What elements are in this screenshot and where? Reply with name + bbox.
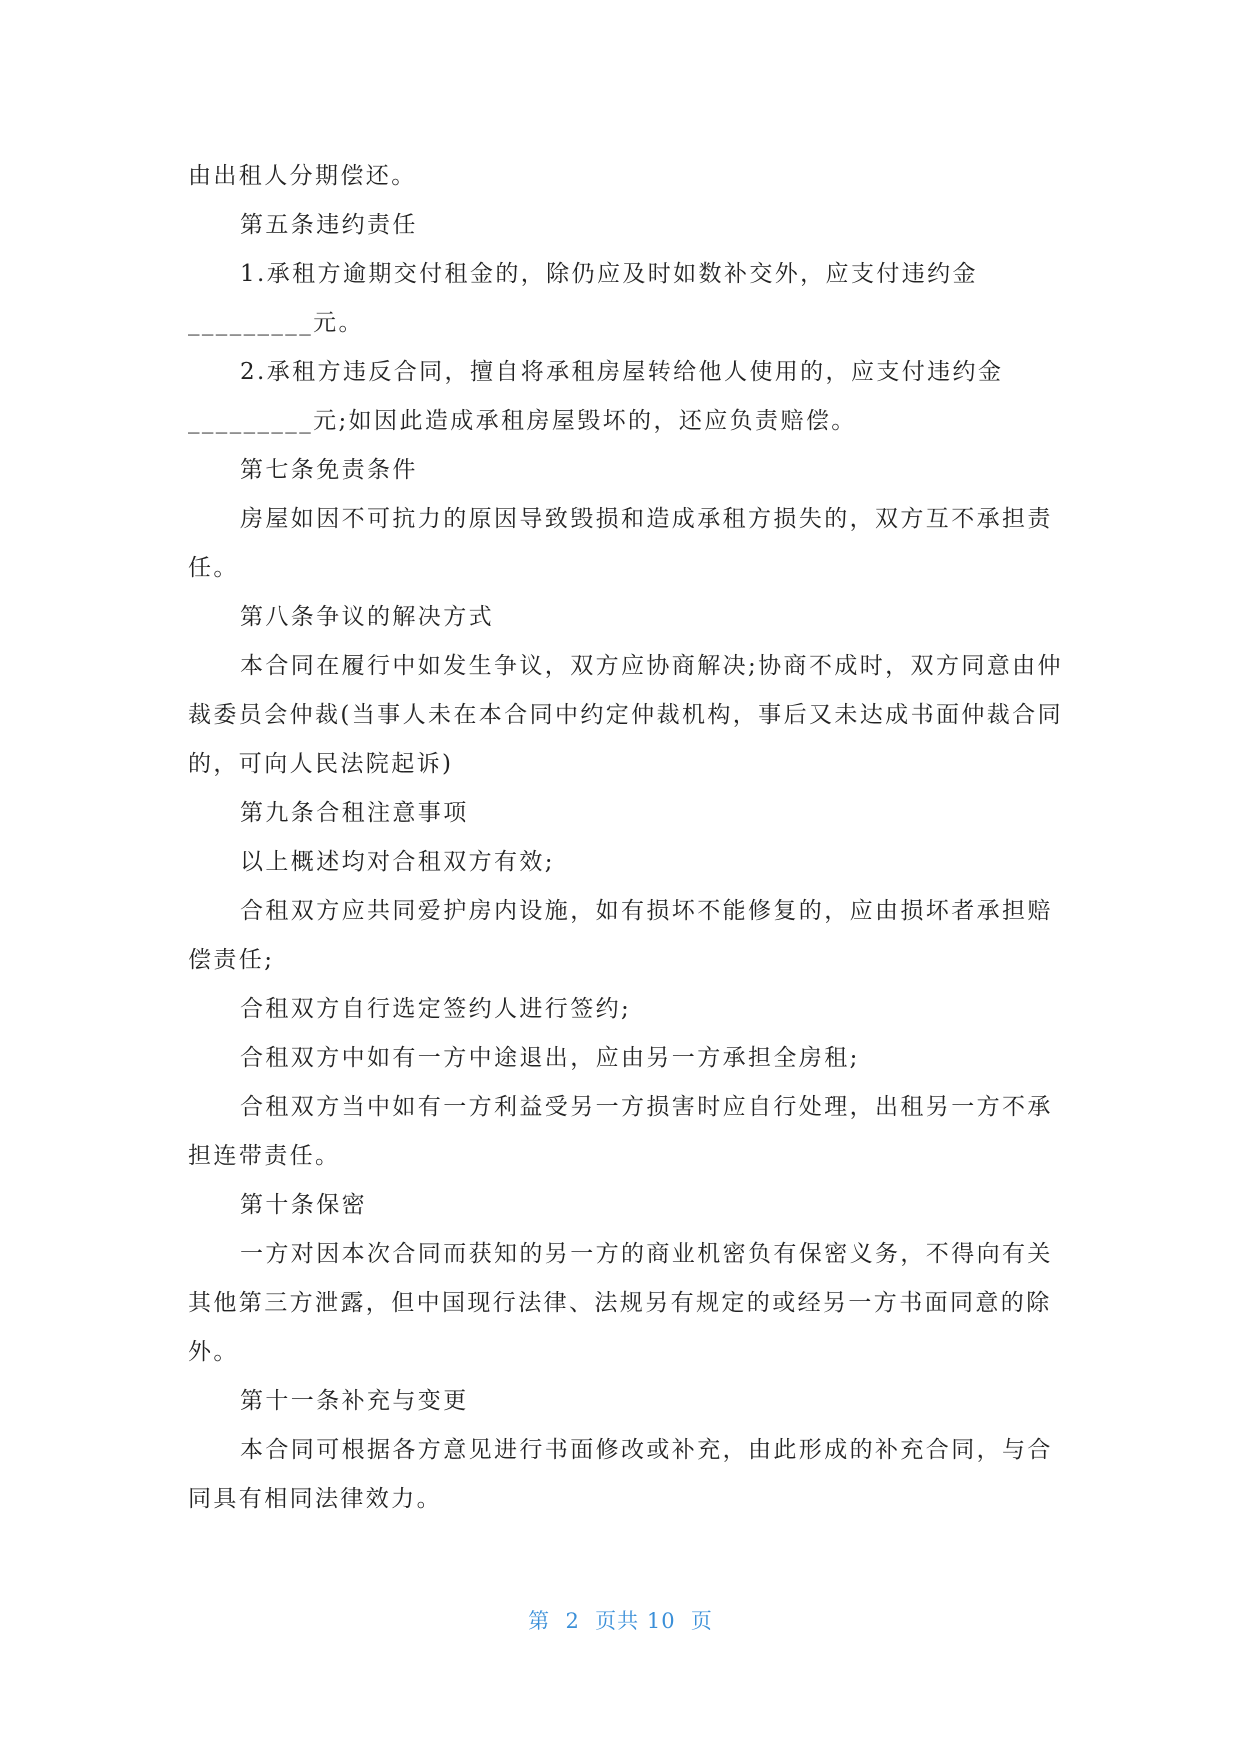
text-line: 第五条违约责任 bbox=[240, 212, 418, 238]
text-line: 1.承租方逾期交付租金的，除仍应及时如数补交外，应支付违约金 bbox=[240, 261, 978, 287]
text-line: 裁委员会仲裁(当事人未在本合同中约定仲裁机构，事后又未达成书面仲裁合同 bbox=[188, 702, 1063, 728]
text-line: 第八条争议的解决方式 bbox=[240, 604, 494, 630]
text-line: 本合同可根据各方意见进行书面修改或补充，由此形成的补充合同，与合 bbox=[240, 1437, 1053, 1463]
text-line: 合租双方应共同爱护房内设施，如有损坏不能修复的，应由损坏者承担赔 bbox=[240, 898, 1053, 924]
text-line: 外。 bbox=[188, 1339, 239, 1365]
text-line: 合租双方当中如有一方利益受另一方损害时应自行处理，出租另一方不承 bbox=[240, 1094, 1053, 1120]
text-line: 由出租人分期偿还。 bbox=[188, 163, 417, 189]
text-line: 其他第三方泄露，但中国现行法律、法规另有规定的或经另一方书面同意的除 bbox=[188, 1290, 1052, 1316]
document-body bbox=[188, 152, 1063, 1524]
text-line: 一方对因本次合同而获知的另一方的商业机密负有保密义务，不得向有关 bbox=[240, 1241, 1053, 1267]
text-line: 合租双方自行选定签约人进行签约; bbox=[240, 996, 632, 1022]
text-line: 任。 bbox=[188, 555, 239, 581]
text-line: _________元。 bbox=[188, 310, 364, 336]
text-line: _________元;如因此造成承租房屋毁坏的，还应负责赔偿。 bbox=[188, 408, 857, 434]
text-line: 第十一条补充与变更 bbox=[240, 1388, 469, 1414]
text-line: 同具有相同法律效力。 bbox=[188, 1486, 442, 1512]
text-line: 房屋如因不可抗力的原因导致毁损和造成承租方损失的，双方互不承担责 bbox=[240, 506, 1053, 532]
text-line: 2.承租方违反合同，擅自将承租房屋转给他人使用的，应支付违约金 bbox=[240, 359, 1004, 385]
page-number-footer: 第 2 页共 10 页 bbox=[528, 1609, 713, 1633]
text-line: 合租双方中如有一方中途退出，应由另一方承担全房租; bbox=[240, 1045, 860, 1071]
text-line: 偿责任; bbox=[188, 947, 275, 973]
text-line: 本合同在履行中如发生争议，双方应协商解决;协商不成时，双方同意由仲 bbox=[240, 653, 1063, 679]
text-line: 第十条保密 bbox=[240, 1192, 367, 1218]
text-line: 第九条合租注意事项 bbox=[240, 800, 469, 826]
text-line: 的，可向人民法院起诉) bbox=[188, 751, 454, 777]
text-line: 担连带责任。 bbox=[188, 1143, 341, 1169]
text-line: 以上概述均对合租双方有效; bbox=[240, 849, 555, 875]
text-line: 第七条免责条件 bbox=[240, 457, 418, 483]
